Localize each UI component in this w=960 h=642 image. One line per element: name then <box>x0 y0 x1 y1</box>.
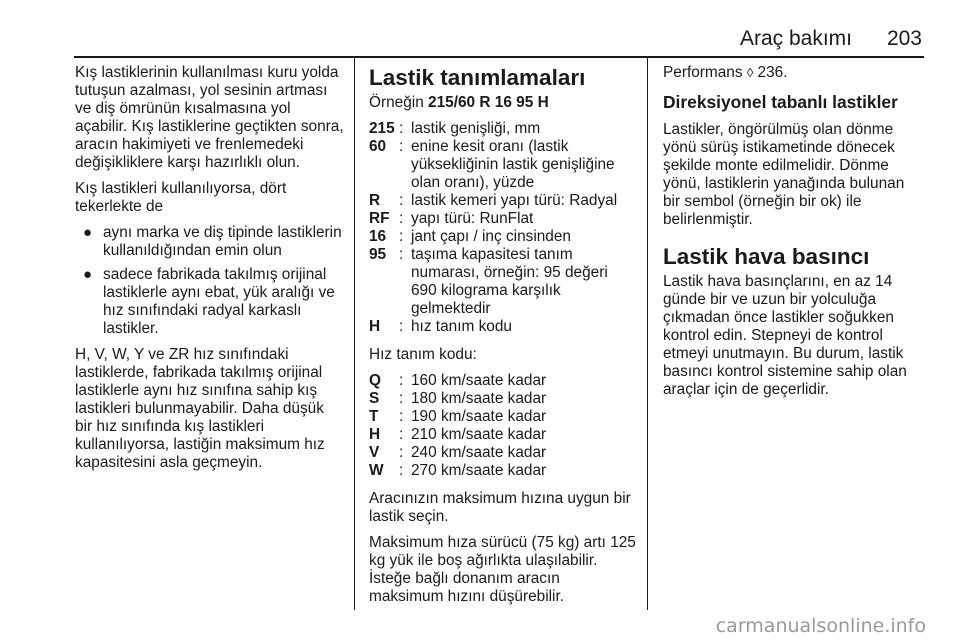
definition-text: taşıma kapasitesi tanım numarası, örneğin: 95 değeri 690 kilograma karşılık gelmektedir <box>411 246 608 317</box>
paragraph: Lastikler, öngörülmüş olan dönme yönü sürüş istikametinde dönecek şekilde monte edilmelidir. Dönme yönü, lastiklerin yanağında bulunan bir sembol (örneğin bir ok) ile belirlenmiştir. <box>663 121 905 228</box>
definition-code: H <box>369 318 381 335</box>
separator: : <box>399 444 404 461</box>
watermark: carmanualsonline.info <box>715 615 926 637</box>
separator: : <box>399 318 404 335</box>
definition-text: hız tanım kodu <box>411 318 512 335</box>
definition-row <box>369 210 637 228</box>
definition-code: 16 <box>369 228 387 245</box>
definition-code: 215 <box>369 120 395 137</box>
page-header <box>0 0 960 58</box>
example-line <box>369 94 637 112</box>
definition-code: R <box>369 192 381 209</box>
separator: : <box>399 210 404 227</box>
definition-text: lastik genişliği, mm <box>411 120 541 137</box>
speed-row <box>369 444 637 462</box>
definition-text: lastik kemeri yapı türü: Radyal <box>411 192 618 209</box>
separator: : <box>399 246 404 263</box>
column-right <box>663 64 925 407</box>
separator: : <box>399 426 404 443</box>
page-reference-icon: ◊ <box>746 65 754 80</box>
paragraph: Maksimum hıza sürücü (75 kg) artı 125 kg yük ile boş ağırlıkta ulaşılabilir. İsteğe bağlı donanım aracın maksimum hızını düşürebilir. <box>369 534 636 605</box>
list-item-text: sadece fabrikada takılmış orijinal lastiklerle aynı ebat, yük aralığı ve hız sınıfındaki radyal karkaslı lastikler. <box>103 266 335 337</box>
speed-code: T <box>369 408 379 425</box>
speed-code: H <box>369 426 381 443</box>
separator: : <box>399 390 404 407</box>
definition-row <box>369 318 637 336</box>
speed-code: S <box>369 390 380 407</box>
speed-text: 190 km/saate kadar <box>411 408 547 425</box>
header-rule <box>74 56 924 58</box>
paragraph: Kış lastikleri kullanılıyorsa, dört tekerlekte de <box>75 180 287 215</box>
paragraph: Aracınızın maksimum hızına uygun bir lastik seçin. <box>369 490 631 525</box>
bullet-icon: ● <box>83 266 93 283</box>
paragraph: Lastik hava basınçlarını, en az 14 günde bir ve uzun bir yolculuğa çıkmadan önce lastikler soğukken kontrol edin. Stepneyi de kontrol etmeyi unutmayın. Bu durum, lastik basıncı kontrol sistemine sahip olan araçlar için de geçerlidir. <box>663 273 907 398</box>
separator: : <box>399 138 404 155</box>
xref-page[interactable]: 236. <box>757 64 788 81</box>
list-item <box>75 266 345 338</box>
column-divider <box>354 58 355 610</box>
separator: : <box>399 372 404 389</box>
column-left <box>75 64 345 480</box>
speed-row <box>369 372 637 390</box>
speed-text: 180 km/saate kadar <box>411 390 547 407</box>
separator: : <box>399 408 404 425</box>
separator: : <box>399 462 404 479</box>
section-heading: Lastik hava basıncı <box>663 244 870 269</box>
paragraph: Kış lastiklerinin kullanılması kuru yolda tutuşun azalması, yol sesinin artması ve diş ömrünün kısalmasına yol açabilir. Kış lastiklerine geçtikten sonra, aracın hakimiyeti ve frenlemedeki değişikliklere karşı hazırlıklı olun. <box>75 64 344 171</box>
paragraph: Hız tanım kodu: <box>369 346 477 363</box>
separator: : <box>399 120 404 137</box>
separator: : <box>399 192 404 209</box>
section-title: Araç bakımı <box>739 27 852 50</box>
subsection-heading: Direksiyonel tabanlı lastikler <box>663 92 898 112</box>
section-heading: Lastik tanımlamaları <box>369 65 586 90</box>
definition-code: RF <box>369 210 390 227</box>
speed-row <box>369 462 637 480</box>
definition-code: 95 <box>369 246 387 263</box>
speed-row <box>369 426 637 444</box>
speed-row <box>369 390 637 408</box>
definition-code: 60 <box>369 138 387 155</box>
speed-code-list <box>369 372 637 480</box>
definition-row <box>369 228 637 246</box>
definition-text: jant çapı / inç cinsinden <box>411 228 571 245</box>
tire-code-list <box>369 120 637 336</box>
paragraph: H, V, W, Y ve ZR hız sınıfındaki lastiklerde, fabrikada takılmış orijinal lastiklerle aynı hız sınıfına sahip kış lastikleri bulunmayabilir. Daha düşük bir hız sınıfında kış lastikleri kullanılıyorsa, lastiğin maksimum hız kapasitesini asla geçmeyin. <box>75 346 325 471</box>
column-divider <box>647 58 648 610</box>
speed-code: V <box>369 444 380 461</box>
example-code: 215/60 R 16 95 H <box>428 94 549 111</box>
definition-row <box>369 120 637 138</box>
speed-text: 160 km/saate kadar <box>411 372 547 389</box>
page-number: 203 <box>886 27 922 50</box>
bullet-list <box>75 224 345 338</box>
list-item <box>75 224 345 260</box>
separator: : <box>399 228 404 245</box>
definition-row <box>369 246 637 318</box>
list-item-text: aynı marka ve diş tipinde lastiklerin kullanıldığından emin olun <box>103 224 342 259</box>
xref-label: Performans <box>663 64 743 81</box>
speed-text: 210 km/saate kadar <box>411 426 547 443</box>
speed-row <box>369 408 637 426</box>
speed-text: 240 km/saate kadar <box>411 444 547 461</box>
definition-text: yapı türü: RunFlat <box>411 210 534 227</box>
bullet-icon: ● <box>83 224 93 241</box>
cross-reference <box>663 64 925 82</box>
definition-row <box>369 192 637 210</box>
definition-row <box>369 138 637 192</box>
speed-code: W <box>369 462 384 479</box>
speed-code: Q <box>369 372 381 389</box>
column-middle <box>369 64 637 614</box>
definition-text: enine kesit oranı (lastik yüksekliğinin lastik genişliğine olan oranı), yüzde <box>411 138 615 191</box>
speed-text: 270 km/saate kadar <box>411 462 547 479</box>
example-prefix: Örneğin <box>369 94 424 111</box>
